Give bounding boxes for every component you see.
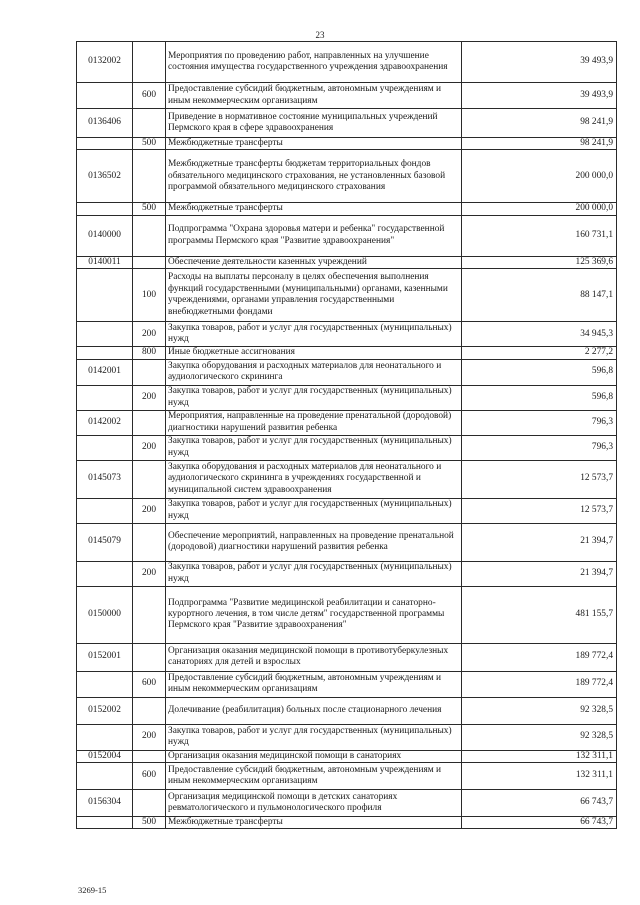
cell-name: Закупка товаров, работ и услуг для государственных (муниципальных) нужд <box>166 435 462 460</box>
cell-type <box>133 697 166 724</box>
cell-name: Закупка товаров, работ и услуг для государственных (муниципальных) нужд <box>166 724 462 750</box>
cell-amount: 200 000,0 <box>462 203 617 215</box>
cell-code <box>77 385 133 410</box>
cell-code: 0156304 <box>77 790 133 817</box>
cell-amount: 596,8 <box>462 359 617 385</box>
cell-amount: 66 743,7 <box>462 790 617 817</box>
cell-amount: 200 000,0 <box>462 150 617 203</box>
cell-type: 500 <box>133 138 166 150</box>
cell-name: Мероприятия, направленные на проведение пренатальной (дородовой) диагностики нарушений развития ребенка <box>166 410 462 435</box>
cell-code <box>77 763 133 790</box>
table-row <box>77 643 617 671</box>
table-row <box>77 385 617 410</box>
table-row <box>77 215 617 256</box>
cell-name: Закупка оборудования и расходных материалов для неонатального и аудиологического скрининга в учреждениях государственной и муниципальной систем здравоохранения <box>166 460 462 498</box>
cell-amount: 88 147,1 <box>462 269 617 322</box>
cell-code <box>77 347 133 359</box>
cell-name: Подпрограмма "Охрана здоровья матери и ребенка" государственной программы Пермского края "Развитие здравоохранения" <box>166 215 462 256</box>
table-row <box>77 359 617 385</box>
table-row <box>77 256 617 268</box>
cell-code <box>77 203 133 215</box>
cell-name: Предоставление субсидий бюджетным, автономным учреждениям и иным некоммерческим организациям <box>166 671 462 697</box>
cell-amount: 66 743,7 <box>462 817 617 829</box>
cell-code: 0145073 <box>77 460 133 498</box>
cell-name: Предоставление субсидий бюджетным, автономным учреждениям и иным некоммерческим организациям <box>166 763 462 790</box>
cell-amount: 21 394,7 <box>462 561 617 586</box>
cell-type: 200 <box>133 385 166 410</box>
cell-type <box>133 790 166 817</box>
cell-code: 0142001 <box>77 359 133 385</box>
footer-code: 3269-15 <box>78 885 107 895</box>
cell-name: Мероприятия по проведению работ, направленных на улучшение состояния имущества государственного учреждения здравоохранения <box>166 42 462 83</box>
page-number: 23 <box>315 30 325 40</box>
table-row <box>77 203 617 215</box>
cell-type: 600 <box>133 83 166 109</box>
cell-type: 200 <box>133 561 166 586</box>
cell-type <box>133 215 166 256</box>
cell-type <box>133 460 166 498</box>
cell-type: 800 <box>133 347 166 359</box>
cell-code <box>77 322 133 347</box>
cell-name: Организация оказания медицинской помощи в противотуберкулезных санаториях для детей и взрослых <box>166 643 462 671</box>
cell-type: 200 <box>133 322 166 347</box>
table-row <box>77 498 617 523</box>
table-row <box>77 322 617 347</box>
table-row <box>77 671 617 697</box>
cell-name: Закупка товаров, работ и услуг для государственных (муниципальных) нужд <box>166 322 462 347</box>
cell-type: 500 <box>133 817 166 829</box>
table-row <box>77 561 617 586</box>
table-row <box>77 109 617 138</box>
cell-amount: 12 573,7 <box>462 498 617 523</box>
cell-type <box>133 42 166 83</box>
cell-amount: 98 241,9 <box>462 109 617 138</box>
budget-table <box>76 41 617 829</box>
cell-amount: 189 772,4 <box>462 643 617 671</box>
cell-amount: 34 945,3 <box>462 322 617 347</box>
cell-code: 0152001 <box>77 643 133 671</box>
table-row <box>77 42 617 83</box>
cell-name: Закупка товаров, работ и услуг для государственных (муниципальных) нужд <box>166 561 462 586</box>
cell-type: 200 <box>133 498 166 523</box>
table-row <box>77 347 617 359</box>
cell-name: Долечивание (реабилитация) больных после стационарного лечения <box>166 697 462 724</box>
cell-amount: 796,3 <box>462 410 617 435</box>
cell-name: Межбюджетные трансферты <box>166 203 462 215</box>
cell-type <box>133 359 166 385</box>
cell-amount: 98 241,9 <box>462 138 617 150</box>
cell-code: 0136406 <box>77 109 133 138</box>
cell-name: Обеспечение деятельности казенных учреждений <box>166 256 462 268</box>
cell-type <box>133 256 166 268</box>
budget-table-body <box>77 42 617 829</box>
table-row <box>77 724 617 750</box>
cell-amount: 481 155,7 <box>462 586 617 643</box>
cell-type: 600 <box>133 763 166 790</box>
cell-name: Закупка товаров, работ и услуг для государственных (муниципальных) нужд <box>166 498 462 523</box>
cell-type <box>133 109 166 138</box>
cell-type: 500 <box>133 203 166 215</box>
cell-name: Предоставление субсидий бюджетным, автономным учреждениям и иным некоммерческим организациям <box>166 83 462 109</box>
cell-type: 100 <box>133 269 166 322</box>
cell-type <box>133 586 166 643</box>
table-row <box>77 763 617 790</box>
cell-code: 0140011 <box>77 256 133 268</box>
cell-amount: 596,8 <box>462 385 617 410</box>
cell-name: Обеспечение мероприятий, направленных на проведение пренатальной (дородовой) диагностики нарушений развития ребенка <box>166 523 462 561</box>
cell-code: 0152004 <box>77 750 133 762</box>
cell-name: Межбюджетные трансферты <box>166 138 462 150</box>
cell-name: Организация оказания медицинской помощи в санаториях <box>166 750 462 762</box>
cell-name: Межбюджетные трансферты бюджетам территориальных фондов обязательного медицинского страхования, не установленных базовой программой обязательного медицинского страхования <box>166 150 462 203</box>
cell-name: Расходы на выплаты персоналу в целях обеспечения выполнения функций государственными (муниципальными) органами, казенными учреждениями, органами управления государственными внебюджетными фондами <box>166 269 462 322</box>
table-row <box>77 83 617 109</box>
table-row <box>77 523 617 561</box>
table-row <box>77 790 617 817</box>
cell-amount: 92 328,5 <box>462 724 617 750</box>
cell-name: Приведение в нормативное состояние муниципальных учреждений Пермского края в сфере здравоохранения <box>166 109 462 138</box>
cell-type <box>133 150 166 203</box>
cell-name: Подпрограмма "Развитие медицинской реабилитации и санаторно-курортного лечения, в том числе детям" государственной программы Пермского края "Развитие здравоохранения" <box>166 586 462 643</box>
cell-amount: 132 311,1 <box>462 763 617 790</box>
cell-name: Межбюджетные трансферты <box>166 817 462 829</box>
table-row <box>77 410 617 435</box>
cell-amount: 132 311,1 <box>462 750 617 762</box>
table-row <box>77 138 617 150</box>
table-row <box>77 460 617 498</box>
cell-amount: 160 731,1 <box>462 215 617 256</box>
cell-code: 0140000 <box>77 215 133 256</box>
cell-amount: 21 394,7 <box>462 523 617 561</box>
table-row <box>77 150 617 203</box>
cell-amount: 39 493,9 <box>462 83 617 109</box>
cell-code: 0136502 <box>77 150 133 203</box>
cell-type <box>133 750 166 762</box>
cell-amount: 2 277,2 <box>462 347 617 359</box>
cell-name: Иные бюджетные ассигнования <box>166 347 462 359</box>
cell-code: 0132002 <box>77 42 133 83</box>
cell-code <box>77 724 133 750</box>
cell-code: 0145079 <box>77 523 133 561</box>
cell-code <box>77 671 133 697</box>
cell-amount: 125 369,6 <box>462 256 617 268</box>
table-row <box>77 750 617 762</box>
cell-type: 600 <box>133 671 166 697</box>
cell-amount: 92 328,5 <box>462 697 617 724</box>
table-row <box>77 269 617 322</box>
cell-code <box>77 269 133 322</box>
cell-amount: 189 772,4 <box>462 671 617 697</box>
table-row <box>77 586 617 643</box>
cell-code <box>77 498 133 523</box>
cell-code <box>77 138 133 150</box>
cell-type <box>133 410 166 435</box>
cell-code <box>77 83 133 109</box>
cell-code: 0142002 <box>77 410 133 435</box>
cell-type: 200 <box>133 435 166 460</box>
cell-amount: 39 493,9 <box>462 42 617 83</box>
cell-name: Закупка товаров, работ и услуг для государственных (муниципальных) нужд <box>166 385 462 410</box>
cell-type <box>133 643 166 671</box>
cell-amount: 12 573,7 <box>462 460 617 498</box>
cell-code <box>77 561 133 586</box>
table-row <box>77 435 617 460</box>
cell-code: 0150000 <box>77 586 133 643</box>
cell-name: Организация медицинской помощи в детских санаториях ревматологического и пульмонологического профиля <box>166 790 462 817</box>
cell-code <box>77 435 133 460</box>
table-row <box>77 697 617 724</box>
cell-code: 0152002 <box>77 697 133 724</box>
cell-type: 200 <box>133 724 166 750</box>
cell-amount: 796,3 <box>462 435 617 460</box>
cell-name: Закупка оборудования и расходных материалов для неонатального и аудиологического скрининга <box>166 359 462 385</box>
cell-code <box>77 817 133 829</box>
cell-type <box>133 523 166 561</box>
table-row <box>77 817 617 829</box>
